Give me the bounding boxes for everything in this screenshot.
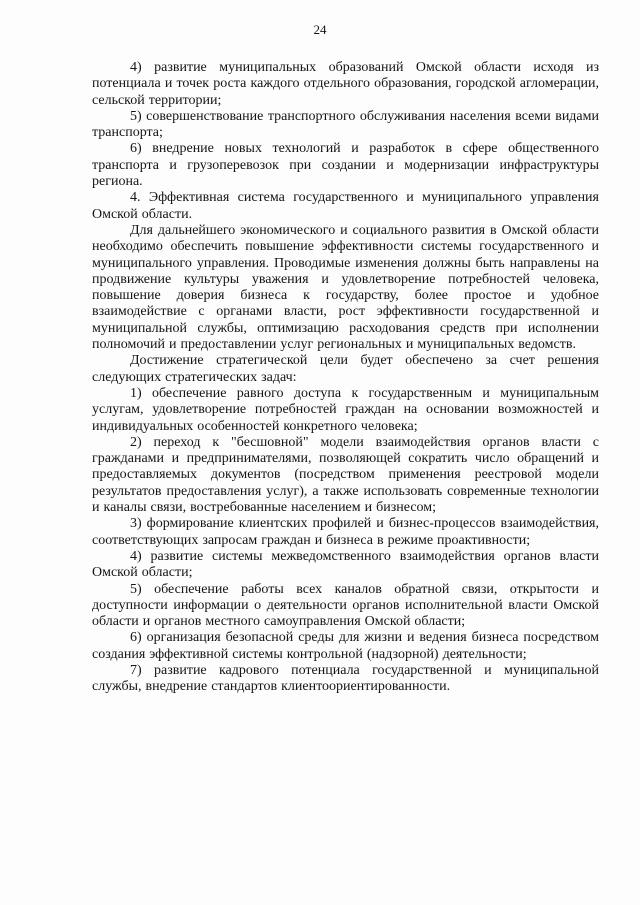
task-item-6-safe-environment: 6) организация безопасной среды для жизни и ведения бизнеса посредством создания эффективной системы контрольной (надзорной) деятельности;: [92, 630, 599, 662]
paragraph-item-5-transport-service: 5) совершенствование транспортного обслуживания населения всеми видами транспорта;: [92, 108, 599, 141]
task-item-7-personnel: 7) развитие кадрового потенциала государственной и муниципальной службы, внедрение стандартов клиентоориентированности.: [92, 662, 599, 695]
paragraph-governance-intro: Для дальнейшего экономического и социального развития в Омской области необходимо обеспечить повышение эффективности системы государственного и муниципального управления. Проводимые изменения должны быть направлены на продвижение культуры уважения и удовлетворение потребностей человека, повышение доверия бизнеса к государству, более простое и удобное взаимодействие с органами власти, рост эффективности государственной и муниципальной службы, оптимизацию расходования средств при исполнении полномочий и предоставлении услуг региональных и муниципальных ведомств.: [92, 222, 599, 353]
section-heading-effective-governance: 4. Эффективная система государственного и муниципального управления Омской области.: [92, 190, 599, 222]
document-body: [92, 60, 599, 696]
task-item-4-interagency: 4) развитие системы межведомственного взаимодействия органов власти Омской области;: [92, 548, 599, 581]
task-item-1-equal-access: 1) обеспечение равного доступа к государственным и муниципальным услугам, удовлетворение потребностей граждан на основании возможностей и индивидуальных особенностей конкретного человека;: [92, 385, 599, 434]
paragraph-item-4-municipal-development: 4) развитие муниципальных образований Омской области исходя из потенциала и точек роста каждого отдельного образования, городской агломерации, сельской территории;: [92, 60, 599, 108]
task-item-3-client-profiles: 3) формирование клиентских профилей и бизнес-процессов взаимодействия, соответствующих запросам граждан и бизнеса в режиме проактивности;: [92, 516, 599, 548]
task-item-5-feedback-channels: 5) обеспечение работы всех каналов обратной связи, открытости и доступности информации о деятельности органов исполнительной власти Омской области и органов местного самоуправления Омской области;: [92, 581, 599, 630]
page-number: 24: [313, 22, 327, 37]
paragraph-strategic-tasks-lead: Достижение стратегической цели будет обеспечено за счет решения следующих стратегических задач:: [92, 353, 599, 385]
paragraph-item-6-new-technologies: 6) внедрение новых технологий и разработок в сфере общественного транспорта и грузоперевозок при создании и модернизации инфраструктуры региона.: [92, 141, 599, 190]
task-item-2-seamless-model: 2) переход к "бесшовной" модели взаимодействия органов власти с гражданами и предпринимателями, позволяющей сократить число обращений и предоставляемых документов (посредством применения реестровой модели результатов предоставления услуг), а также использовать современные технологии и каналы связи, востребованные населением и бизнесом;: [92, 434, 599, 516]
